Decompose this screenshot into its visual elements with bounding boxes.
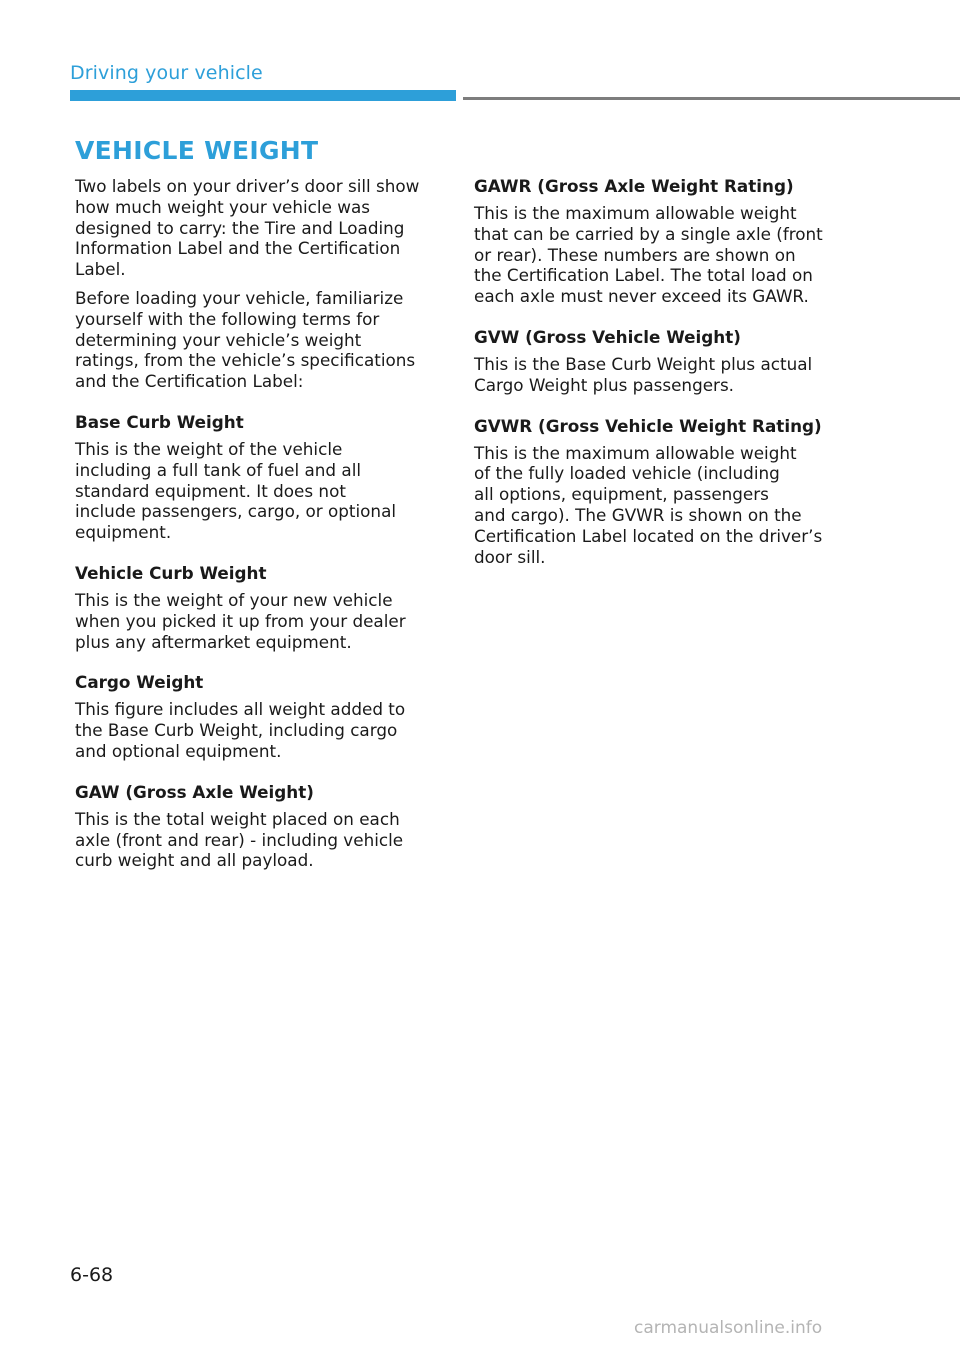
term-gvwr: GVWR (Gross Vehicle Weight Rating) (474, 415, 822, 436)
watermark: carmanualsonline.info (634, 1318, 823, 1338)
definition-gvw: This is the Base Curb Weight plus actual Cargo Weight plus passengers. (474, 353, 813, 395)
page-number: 6-68 (70, 1264, 114, 1286)
section-title: VEHICLE WEIGHT (75, 136, 319, 165)
chapter-title: Driving your vehicle (70, 62, 263, 84)
term-vehicle-curb-weight: Vehicle Curb Weight (75, 562, 267, 583)
definition-gaw: This is the total weight placed on each axle (front and rear) - including vehicle curb weight and all payload. (75, 808, 404, 871)
definition-cargo-weight: This figure includes all weight added to the Base Curb Weight, including cargo and optional equipment. (75, 699, 406, 761)
term-gaw: GAW (Gross Axle Weight) (75, 781, 314, 802)
term-cargo-weight: Cargo Weight (75, 672, 204, 693)
left-column (75, 176, 441, 879)
intro-paragraph: Two labels on your driver’s door sill show how much weight your vehicle was designed to carry: the Tire and Loading Information Label and the Certification Label. (75, 176, 420, 280)
header-divider-line (463, 97, 960, 100)
term-gawr: GAWR (Gross Axle Weight Rating) (474, 176, 794, 196)
term-base-curb-weight: Base Curb Weight (75, 411, 244, 432)
term-gvw: GVW (Gross Vehicle Weight) (474, 326, 741, 347)
intro-paragraph: Before loading your vehicle, familiarize yourself with the following terms for determining your vehicle’s weight ratings, from the vehicle’s specifications and the Certification Label: (75, 287, 416, 392)
header-accent-bar (70, 90, 456, 101)
right-column (474, 176, 844, 575)
definition-gawr: This is the maximum allowable weight that can be carried by a single axle (front or rear). These numbers are shown on the Certification Label. The total load on each axle must never exceed its GAWR. (474, 203, 823, 307)
definition-vehicle-curb-weight: This is the weight of your new vehicle when you picked it up from your dealer plus any aftermarket equipment. (75, 589, 406, 652)
definition-gvwr: This is the maximum allowable weight of the fully loaded vehicle (including all options, equipment, passengers and cargo). The GVWR is shown on the Certification Label located on the driver’s door sill. (474, 442, 823, 567)
definition-base-curb-weight: This is the weight of the vehicle including a full tank of fuel and all standard equipment. It does not include passengers, cargo, or optional equipment. (75, 438, 397, 543)
